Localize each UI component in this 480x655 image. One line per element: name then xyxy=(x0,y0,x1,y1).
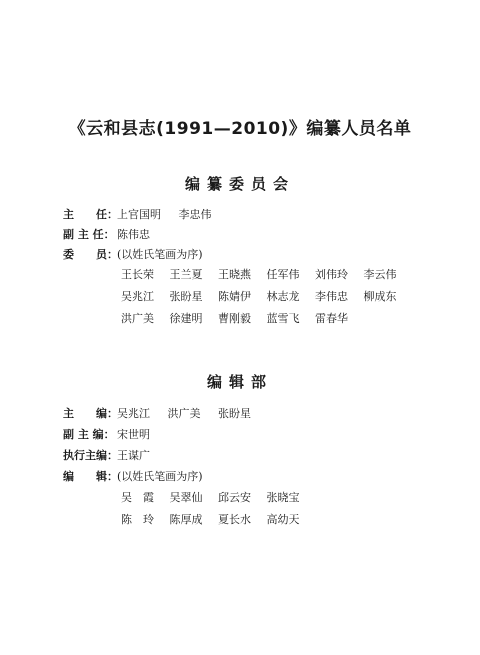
person-name: 曹刚毅 xyxy=(218,312,251,325)
person-name: 王晓燕 xyxy=(218,268,251,281)
person-name: 刘伟玲 xyxy=(315,268,348,281)
editors-label: 编 辑： xyxy=(63,470,118,483)
committee-deputy-row xyxy=(63,226,150,244)
director-names xyxy=(117,206,212,224)
editorial-executive-row xyxy=(63,447,150,465)
editors-line xyxy=(121,511,300,533)
person-name: 王兰夏 xyxy=(169,268,203,281)
deputy-editor-label: 副 主 编： xyxy=(63,428,115,441)
members-line xyxy=(121,310,397,332)
page-title: 《云和县志(1991—2010)》编纂人员名单 xyxy=(68,119,412,139)
person-name: 吴兆江 xyxy=(121,290,154,303)
person-name: 陈伟忠 xyxy=(117,228,150,241)
person-name: 高幼天 xyxy=(266,513,300,526)
executive-editor-label: 执行主编： xyxy=(63,449,118,462)
chief-editor-label: 主 编： xyxy=(63,407,118,420)
person-name: 夏长水 xyxy=(218,513,251,526)
committee-heading: 编纂委员会 xyxy=(184,175,295,193)
chief-editor-names xyxy=(117,405,251,423)
deputy-editor-names xyxy=(117,426,150,444)
person-name: 邱云安 xyxy=(218,491,251,504)
person-name: 张晓宝 xyxy=(266,491,300,504)
editorial-chief-row xyxy=(63,405,251,423)
person-name: 王长荣 xyxy=(121,268,154,281)
person-name: 张盼星 xyxy=(169,290,203,303)
person-name: 柳成东 xyxy=(363,290,397,303)
person-name: 洪广美 xyxy=(121,312,154,325)
editorial-editors-row xyxy=(63,468,203,486)
members-line xyxy=(121,288,397,310)
person-name: 李云伟 xyxy=(363,268,397,281)
person-name: 雷春华 xyxy=(315,312,348,325)
person-name: 张盼星 xyxy=(218,407,251,420)
committee-members-row xyxy=(63,246,203,264)
editorial-heading: 编辑部 xyxy=(206,373,273,391)
person-name: 李忠伟 xyxy=(178,208,212,221)
person-name: 陈婧伊 xyxy=(218,290,251,303)
person-name: 吴 霞 xyxy=(121,491,154,504)
person-name: 吴兆江 xyxy=(117,407,150,420)
editorial-editors-grid xyxy=(121,489,300,533)
person-name: 上官国明 xyxy=(117,208,161,221)
committee-director-row xyxy=(63,206,212,224)
members-line xyxy=(121,266,397,288)
person-name: 李伟忠 xyxy=(315,290,348,303)
editorial-deputy-row xyxy=(63,426,150,444)
person-name: 蓝雪飞 xyxy=(266,312,300,325)
committee-members-grid xyxy=(121,266,397,332)
person-name: 陈厚成 xyxy=(169,513,203,526)
editors-order-note: (以姓氏笔画为序) xyxy=(117,470,203,483)
members-order-note: (以姓氏笔画为序) xyxy=(117,248,203,261)
person-name: 林志龙 xyxy=(266,290,300,303)
person-name: 王谋广 xyxy=(117,449,150,462)
person-name: 徐建明 xyxy=(169,312,203,325)
director-label: 主 任： xyxy=(63,208,118,221)
deputy-director-label: 副 主 任： xyxy=(63,228,115,241)
deputy-director-names xyxy=(117,226,150,244)
person-name: 陈 玲 xyxy=(121,513,154,526)
person-name: 吴翠仙 xyxy=(169,491,203,504)
editors-line xyxy=(121,489,300,511)
person-name: 洪广美 xyxy=(167,407,201,420)
person-name: 任军伟 xyxy=(266,268,300,281)
executive-editor-names xyxy=(117,447,150,465)
members-label: 委 员： xyxy=(63,248,118,261)
person-name: 宋世明 xyxy=(117,428,150,441)
